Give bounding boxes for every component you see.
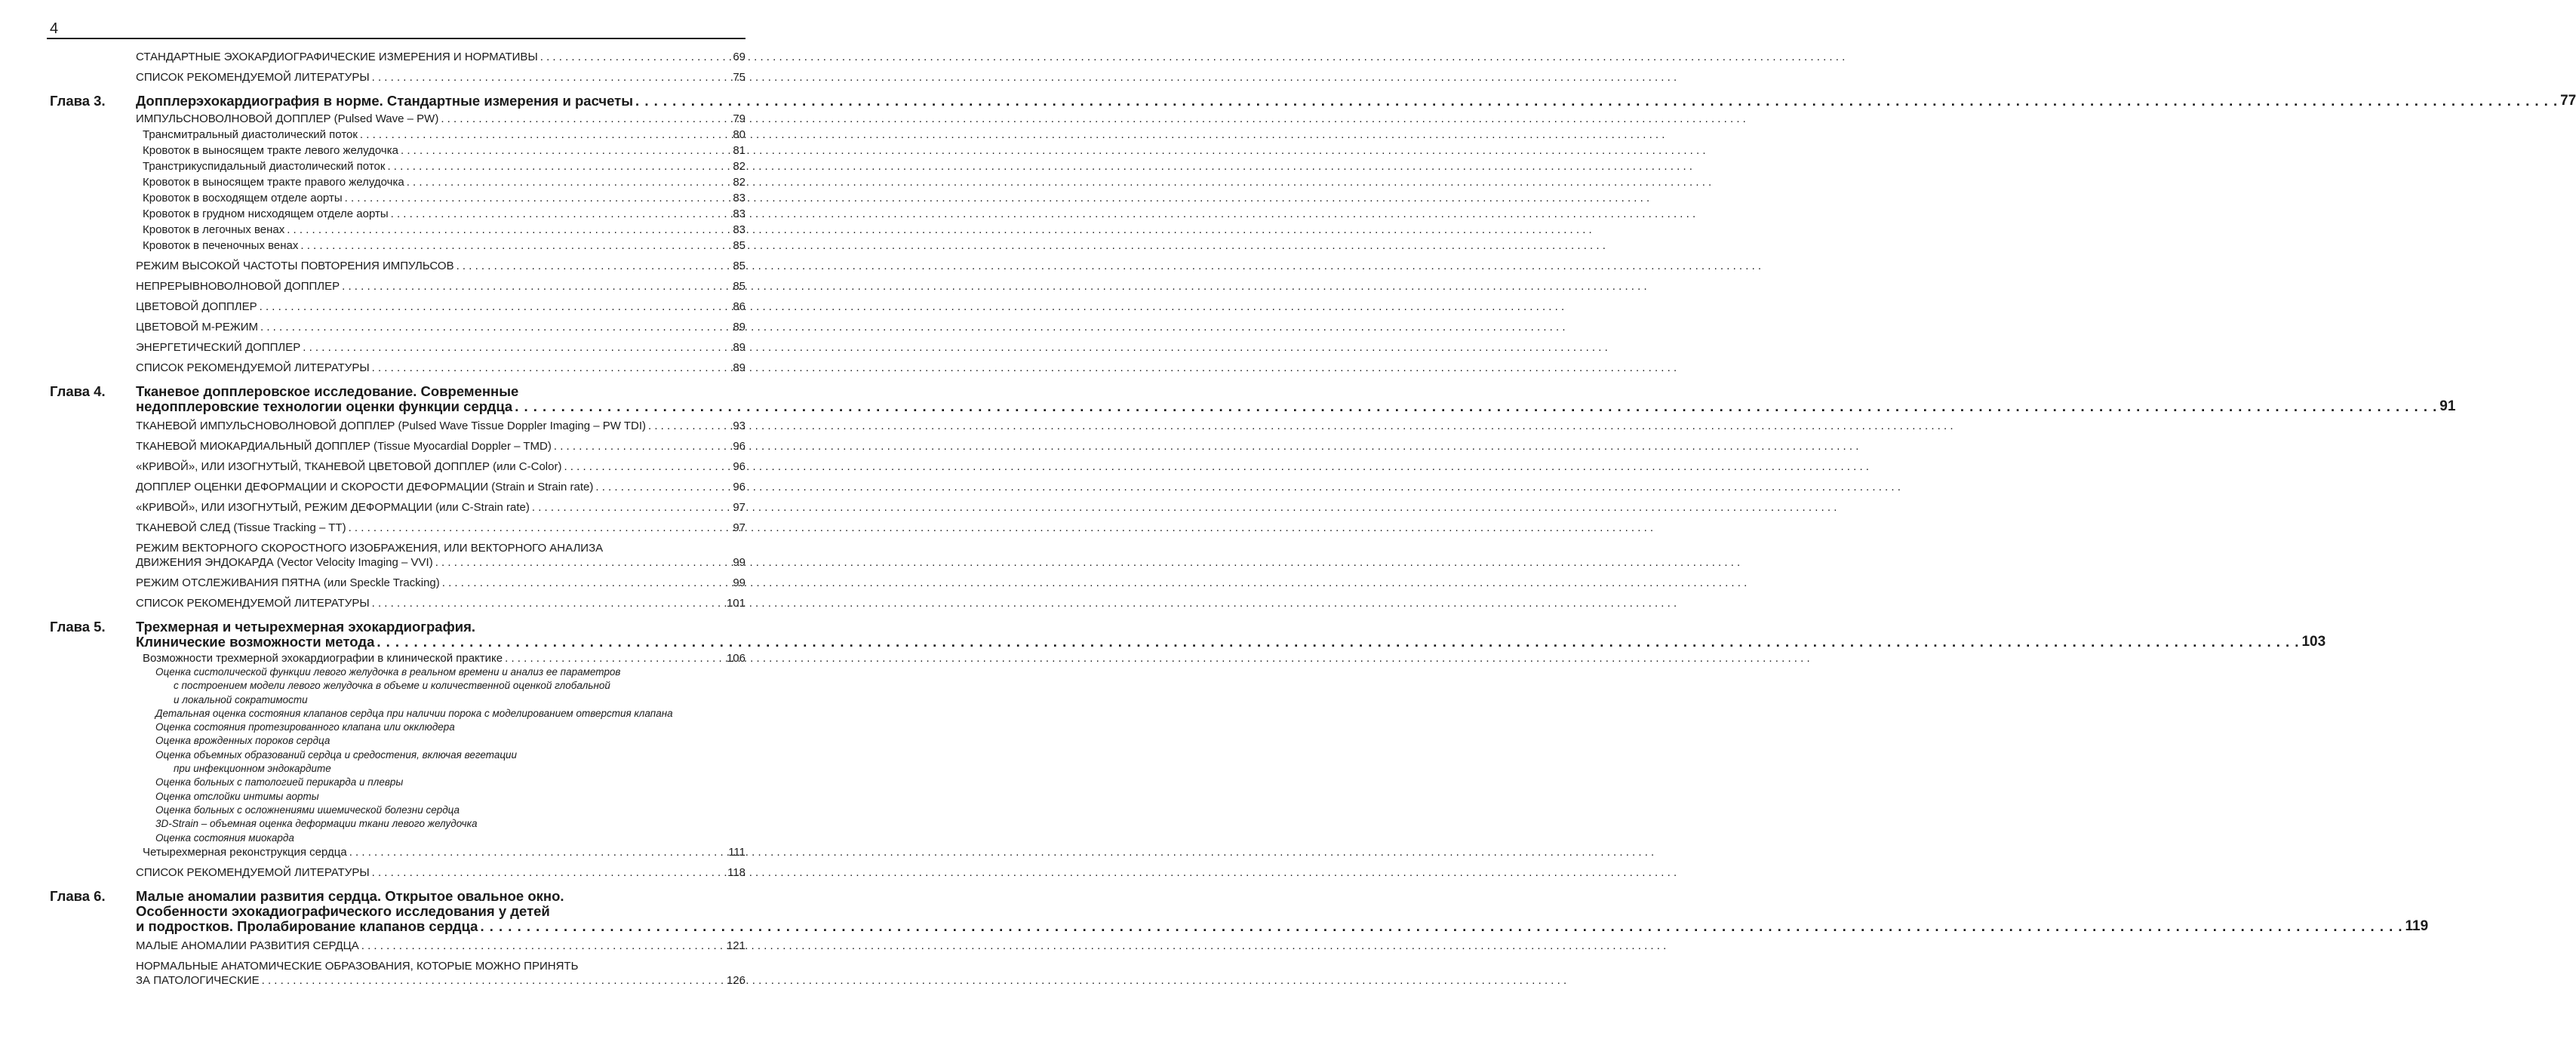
chapter-page: 77 (2560, 93, 2576, 109)
toc-entry[interactable]: СПИСОК РЕКОМЕНДУЕМОЙ ЛИТЕРАТУРЫ . . . 118 (50, 865, 745, 880)
toc-subentry[interactable]: Кровоток в выносящем тракте правого желудочка . . . 82 (50, 175, 745, 189)
chapter-label: Глава 3. (50, 93, 106, 109)
toc-topic: Оценка больных с осложнениями ишемической болезни сердца (155, 804, 460, 816)
toc-topic: Оценка врожденных пороков сердца (155, 735, 330, 747)
toc-entry[interactable]: СПИСОК РЕКОМЕНДУЕМОЙ ЛИТЕРАТУРЫ . . . 75 (50, 70, 745, 85)
chapter-title: Допплерэхокардиография в норме. Стандартные измерения и расчеты (136, 93, 634, 109)
toc-entry[interactable]: ТКАНЕВОЙ МИОКАРДИАЛЬНЫЙ ДОППЛЕР (Tissue Myocardial Doppler – TMD) . . . 96 (50, 439, 745, 453)
chapter-page: 103 (2301, 634, 2326, 650)
toc-entry[interactable]: «КРИВОЙ», ИЛИ ИЗОГНУТЫЙ, РЕЖИМ ДЕФОРМАЦИИ (или C-Strain rate) . . . 97 (50, 500, 745, 515)
toc-entry[interactable]: ИМПУЛЬСНОВОЛНОВОЙ ДОППЛЕР (Pulsed Wave – PW) . . . 79 (50, 112, 745, 126)
toc-entry[interactable]: МАЛЫЕ АНОМАЛИИ РАЗВИТИЯ СЕРДЦА . . . 121 (50, 939, 745, 953)
toc-subentry[interactable]: Кровоток в печеночных венах . . . 85 (50, 238, 745, 253)
toc-entry-multiline[interactable]: НОРМАЛЬНЫЕ АНАТОМИЧЕСКИЕ ОБРАЗОВАНИЯ, КОТОРЫЕ МОЖНО ПРИНЯТЬ ЗА ПАТОЛОГИЧЕСКИЕ . . . 126 (50, 959, 745, 988)
toc-entry[interactable]: ТКАНЕВОЙ СЛЕД (Tissue Tracking – TT) . . . 97 (50, 521, 745, 535)
chapter-4-heading[interactable] (50, 383, 2456, 414)
chapter-label: Глава 5. (50, 619, 106, 635)
toc-topic: Оценка систолической функции левого желудочка в реальном времени и анализ ее параметров с построением модели левого желудочка в объеме и количественной оценкой глобальной и локальной сократимости (155, 666, 621, 705)
toc-subentry[interactable]: Трансмитральный диастолический поток . . . 80 (50, 128, 745, 142)
chapter-title-line: Клинические возможности метода (136, 634, 375, 650)
chapter-page: 119 (2405, 917, 2429, 934)
chapter-6-heading[interactable] (50, 887, 2429, 934)
toc-entry[interactable]: ТКАНЕВОЙ ИМПУЛЬСНОВОЛНОВОЙ ДОППЛЕР (Pulsed Wave Tissue Doppler Imaging – PW TDI) . . . 93 (50, 419, 745, 433)
toc-subentry[interactable]: Кровоток в грудном нисходящем отделе аорты . . . 83 (50, 207, 745, 221)
toc-subentry[interactable]: Кровоток в восходящем отделе аорты . . . 83 (50, 191, 745, 205)
toc-subentry[interactable]: Четырехмерная реконструкция сердца . . . 111 (50, 845, 745, 859)
toc-entry[interactable]: ЦВЕТОВОЙ ДОППЛЕР . . . 86 (50, 300, 745, 314)
chapter-title-line: и подростков. Пролабирование клапанов сердца (136, 917, 478, 934)
toc-topic: Оценка отслойки интимы аорты (155, 790, 319, 802)
toc-entry[interactable]: ЭНЕРГЕТИЧЕСКИЙ ДОППЛЕР . . . 89 (50, 340, 745, 355)
toc-topic: Оценка состояния протезированного клапана или окклюдера (155, 721, 455, 733)
toc-subentry[interactable]: Возможности трехмерной эхокардиографии в клинической практике . . . 106 (50, 651, 745, 665)
toc-topic: Оценка состояния миокарда (155, 831, 294, 844)
toc-topic: Оценка объемных образований сердца и средостения, включая вегетации при инфекционном эндокардите (155, 748, 518, 775)
chapter-title-line: Малые аномалии развития сердца. Открытое овальное окно. (136, 887, 564, 904)
toc-entry[interactable]: РЕЖИМ ОТСЛЕЖИВАНИЯ ПЯТНА (или Speckle Tracking) . . . 99 (50, 576, 745, 590)
header-rule (47, 38, 745, 39)
toc-entry[interactable]: СПИСОК РЕКОМЕНДУЕМОЙ ЛИТЕРАТУРЫ . . . 89 (50, 361, 745, 375)
toc-subentry[interactable]: Кровоток в легочных венах . . . 83 (50, 223, 745, 237)
toc-topic: Оценка больных с патологией перикарда и плевры (155, 776, 404, 788)
chapter-5-heading[interactable] (50, 619, 2326, 650)
chapter-label: Глава 4. (50, 383, 106, 399)
toc-entry[interactable]: РЕЖИМ ВЫСОКОЙ ЧАСТОТЫ ПОВТОРЕНИЯ ИМПУЛЬСОВ . . . 85 (50, 259, 745, 273)
toc-subentry[interactable]: Транстрикуспидальный диастолический поток . . . 82 (50, 159, 745, 174)
chapter-page: 91 (2439, 398, 2456, 414)
chapter-3-heading[interactable] (50, 93, 2576, 109)
page-number: 4 (50, 20, 59, 37)
toc-entry[interactable]: СПИСОК РЕКОМЕНДУЕМОЙ ЛИТЕРАТУРЫ . . . 101 (50, 596, 745, 610)
toc-entry[interactable]: ЦВЕТОВОЙ М-РЕЖИМ . . . 89 (50, 320, 745, 334)
chapter-label: Глава 6. (50, 887, 106, 904)
chapter-title-line: недопплеровские технологии оценки функции сердца (136, 398, 513, 414)
toc-entry-multiline[interactable]: РЕЖИМ ВЕКТОРНОГО СКОРОСТНОГО ИЗОБРАЖЕНИЯ, ИЛИ ВЕКТОРНОГО АНАЛИЗА ДВИЖЕНИЯ ЭНДОКАРДА (Vector Velocity Imaging – VVI) . . . 99 (50, 541, 745, 570)
toc-entry[interactable]: СТАНДАРТНЫЕ ЭХОКАРДИОГРАФИЧЕСКИЕ ИЗМЕРЕНИЯ И НОРМАТИВЫ . . . 69 (50, 50, 745, 64)
chapter-title-line: Трехмерная и четырехмерная эхокардиография. (136, 619, 476, 635)
toc-subentry[interactable]: Кровоток в выносящем тракте левого желудочка . . . 81 (50, 143, 745, 158)
toc-topic: 3D-Strain – объемная оценка деформации ткани левого желудочка (155, 818, 478, 830)
toc-entry[interactable]: «КРИВОЙ», ИЛИ ИЗОГНУТЫЙ, ТКАНЕВОЙ ЦВЕТОВОЙ ДОППЛЕР (или C-Color) . . . 96 (50, 459, 745, 474)
toc-entry[interactable]: НЕПРЕРЫВНОВОЛНОВОЙ ДОППЛЕР . . . 85 (50, 279, 745, 294)
chapter-title-line: Тканевое допплеровское исследование. Современные (136, 383, 519, 399)
table-of-contents (50, 50, 2576, 988)
chapter-title-line: Особенности эхокадиографического исследования у детей (136, 902, 550, 919)
toc-entry[interactable]: ДОППЛЕР ОЦЕНКИ ДЕФОРМАЦИИ И СКОРОСТИ ДЕФОРМАЦИИ (Strain и Strain rate) . . . 96 (50, 480, 745, 494)
toc-topic: Детальная оценка состояния клапанов сердца при наличии порока с моделированием отверстия клапана (155, 707, 673, 719)
